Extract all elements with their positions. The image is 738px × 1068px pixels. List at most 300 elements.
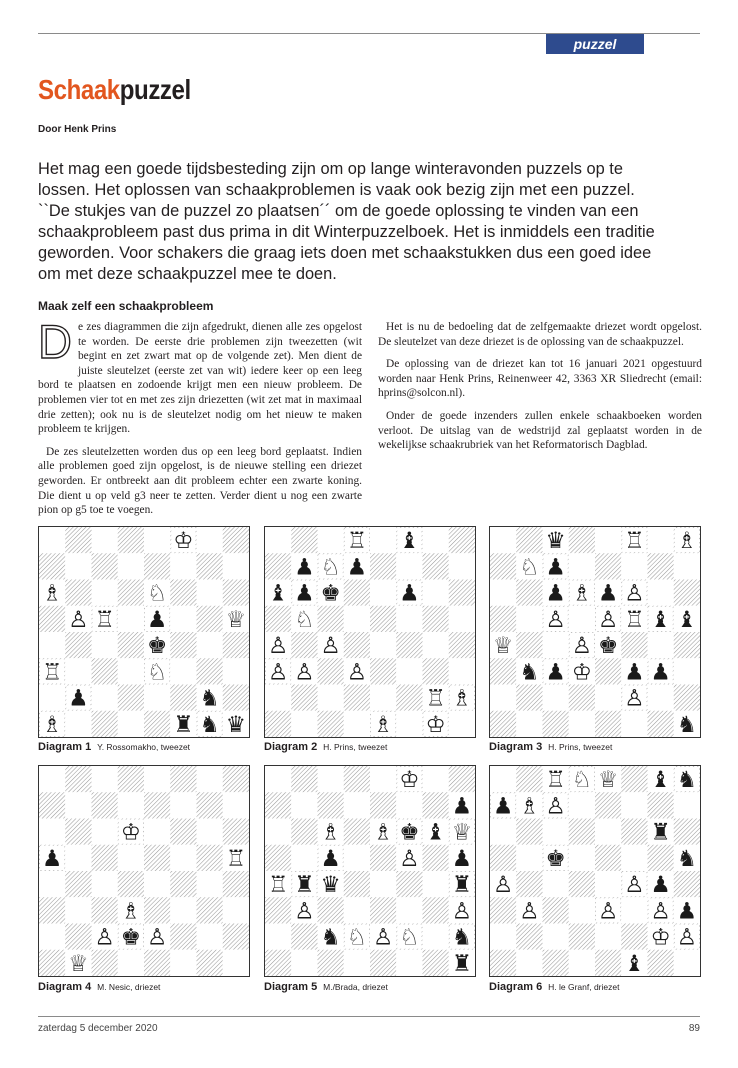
square-e3 <box>595 658 621 684</box>
square-c3 <box>92 658 118 684</box>
square-d3 <box>344 897 370 923</box>
white-pawn-b5: ♙ <box>68 606 89 633</box>
square-d2 <box>569 924 595 950</box>
square-d3 <box>118 658 144 684</box>
square-h8 <box>223 527 249 553</box>
white-pawn-c7: ♙ <box>545 793 566 820</box>
square-f7 <box>170 792 196 818</box>
square-h6 <box>449 580 475 606</box>
square-g5 <box>197 845 223 871</box>
square-h6 <box>223 580 249 606</box>
board-svg <box>39 766 249 976</box>
square-f1 <box>621 711 647 737</box>
square-c8 <box>318 766 344 792</box>
square-g8 <box>423 527 449 553</box>
square-c3 <box>92 897 118 923</box>
white-king-g1: ♔ <box>425 711 446 737</box>
white-rook-h5: ♖ <box>225 845 246 872</box>
square-d8 <box>344 766 370 792</box>
square-f3 <box>396 897 422 923</box>
square-f5 <box>396 606 422 632</box>
white-bishop-h2: ♗ <box>451 685 472 712</box>
white-pawn-a4: ♙ <box>268 633 289 659</box>
square-g7 <box>423 792 449 818</box>
square-a8 <box>490 766 516 792</box>
square-a5 <box>39 606 65 632</box>
square-d4 <box>118 871 144 897</box>
white-bishop-h8: ♗ <box>676 528 697 554</box>
square-h3 <box>223 658 249 684</box>
square-a8 <box>265 766 291 792</box>
square-b6 <box>65 580 91 606</box>
square-c5 <box>318 606 344 632</box>
square-b2 <box>291 924 317 950</box>
column-2 <box>378 320 702 461</box>
square-h4 <box>674 632 700 658</box>
square-b1 <box>516 711 542 737</box>
square-b2 <box>516 924 542 950</box>
black-pawn-f6: ♟ <box>399 580 420 607</box>
white-pawn-h2: ♙ <box>676 924 697 951</box>
square-b3 <box>65 658 91 684</box>
black-pawn-h7: ♟ <box>451 793 472 820</box>
title-part-puzzel: puzzel <box>119 74 191 105</box>
black-bishop-g6: ♝ <box>425 819 446 846</box>
square-d1 <box>344 711 370 737</box>
square-g1 <box>648 711 674 737</box>
square-d7 <box>118 553 144 579</box>
square-c2 <box>318 685 344 711</box>
square-e2 <box>595 924 621 950</box>
board-svg <box>39 527 249 737</box>
chess-board-6 <box>489 765 701 977</box>
square-d5 <box>118 845 144 871</box>
black-pawn-h3: ♟ <box>676 898 697 925</box>
square-g5 <box>197 606 223 632</box>
square-b7 <box>65 553 91 579</box>
white-bishop-e6: ♗ <box>373 819 394 846</box>
square-d7 <box>569 553 595 579</box>
white-pawn-g3: ♙ <box>650 898 671 925</box>
black-rook-f1: ♜ <box>173 711 194 737</box>
white-king-d6: ♔ <box>120 819 141 846</box>
square-a3 <box>265 897 291 923</box>
black-knight-h8: ♞ <box>676 767 697 793</box>
white-rook-g2: ♖ <box>425 685 446 712</box>
square-g7 <box>648 553 674 579</box>
square-d4 <box>344 871 370 897</box>
square-f3 <box>621 897 647 923</box>
square-g2 <box>648 685 674 711</box>
square-h3 <box>449 658 475 684</box>
square-f4 <box>396 871 422 897</box>
white-queen-h5: ♕ <box>225 606 246 633</box>
black-knight-g1: ♞ <box>199 711 220 737</box>
black-rook-h1: ♜ <box>451 950 472 976</box>
black-pawn-c3: ♟ <box>545 659 566 686</box>
diagram-source: M./Brada, driezet <box>323 982 388 992</box>
square-f7 <box>396 553 422 579</box>
black-pawn-b6: ♟ <box>294 580 315 607</box>
column-1 <box>38 315 362 526</box>
square-b8 <box>65 766 91 792</box>
square-a8 <box>265 527 291 553</box>
black-bishop-f1: ♝ <box>624 950 645 976</box>
square-f3 <box>396 658 422 684</box>
square-a2 <box>490 924 516 950</box>
square-b5 <box>291 845 317 871</box>
square-h7 <box>223 792 249 818</box>
square-c2 <box>543 924 569 950</box>
square-a5 <box>265 845 291 871</box>
square-c6 <box>92 819 118 845</box>
square-d3 <box>569 897 595 923</box>
white-pawn-d4: ♙ <box>571 633 592 659</box>
square-f3 <box>170 658 196 684</box>
footer-date: zaterdag 5 december 2020 <box>38 1023 158 1034</box>
square-h4 <box>674 871 700 897</box>
white-rook-a4: ♖ <box>268 872 289 898</box>
black-pawn-g3: ♟ <box>650 659 671 686</box>
square-a3 <box>39 897 65 923</box>
square-h4 <box>223 632 249 658</box>
diagram-label: Diagram 1 <box>38 741 92 753</box>
square-f7 <box>170 553 196 579</box>
square-f2 <box>621 924 647 950</box>
square-f6 <box>170 819 196 845</box>
white-pawn-h3: ♙ <box>451 898 472 925</box>
square-g7 <box>423 553 449 579</box>
square-e4 <box>144 871 170 897</box>
black-pawn-b7: ♟ <box>294 554 315 581</box>
white-queen-e8: ♕ <box>598 767 619 793</box>
square-c1 <box>92 711 118 737</box>
diagram-label: Diagram 4 <box>38 981 92 993</box>
white-knight-e6: ♘ <box>147 580 168 607</box>
square-d5 <box>344 845 370 871</box>
square-d1 <box>118 950 144 976</box>
black-bishop-g5: ♝ <box>650 606 671 633</box>
square-e1 <box>144 711 170 737</box>
square-b8 <box>65 527 91 553</box>
square-f5 <box>170 845 196 871</box>
white-king-f8: ♔ <box>173 528 194 554</box>
square-h8 <box>223 766 249 792</box>
white-bishop-b7: ♗ <box>519 793 540 820</box>
intro-text: Het mag een goede tijdsbesteding zijn om op lange winteravonden puzzels op te lossen. Het oplossen van schaakproblemen is vaak ook bezig zijn met een puzzel. ``De stukjes van de puzzel zo plaatsen´´ om de goede oplossing te vinden van een schaakprobleem past dus prima in dit Winterpuzzelboek. Het is inmiddels een traditie geworden. Voor schakers die graag iets doen met schaakstukken dus een goed idee om met deze schaakpuzzel mee te doen. <box>38 160 655 283</box>
byline: Door Henk Prins <box>38 124 117 135</box>
diagram-source: Y. Rossomakho, tweezet <box>97 742 191 752</box>
white-pawn-e2: ♙ <box>373 924 394 951</box>
square-e6 <box>370 580 396 606</box>
square-e5 <box>144 845 170 871</box>
subheading: Maak zelf een schaakprobleem <box>38 299 214 313</box>
square-f4 <box>621 632 647 658</box>
black-queen-c8: ♛ <box>545 528 566 554</box>
square-d1 <box>569 711 595 737</box>
square-a2 <box>39 924 65 950</box>
black-pawn-c6: ♟ <box>545 580 566 607</box>
square-g3 <box>197 897 223 923</box>
white-bishop-d3: ♗ <box>120 898 141 925</box>
square-b8 <box>291 766 317 792</box>
diagram-source: H. Prins, tweezet <box>323 742 388 752</box>
square-c7 <box>92 553 118 579</box>
black-pawn-c5: ♟ <box>320 845 341 872</box>
square-e1 <box>595 711 621 737</box>
square-h2 <box>674 685 700 711</box>
white-pawn-e3: ♙ <box>598 898 619 925</box>
square-e7 <box>370 792 396 818</box>
square-d7 <box>118 792 144 818</box>
square-a5 <box>265 606 291 632</box>
square-h7 <box>449 553 475 579</box>
square-e7 <box>144 553 170 579</box>
square-d8 <box>118 527 144 553</box>
black-knight-c2: ♞ <box>320 924 341 951</box>
square-h6 <box>674 819 700 845</box>
square-f2 <box>170 924 196 950</box>
square-d6 <box>344 580 370 606</box>
square-f7 <box>621 553 647 579</box>
white-queen-b1: ♕ <box>68 950 89 976</box>
square-b5 <box>516 606 542 632</box>
square-d1 <box>569 950 595 976</box>
white-knight-c7: ♘ <box>320 554 341 581</box>
square-e1 <box>370 950 396 976</box>
square-c3 <box>318 658 344 684</box>
square-g3 <box>423 658 449 684</box>
square-a3 <box>490 897 516 923</box>
square-b4 <box>65 871 91 897</box>
square-a3 <box>490 658 516 684</box>
square-a2 <box>39 685 65 711</box>
square-c7 <box>318 792 344 818</box>
square-a7 <box>265 792 291 818</box>
square-h6 <box>674 580 700 606</box>
square-h2 <box>223 685 249 711</box>
square-a1 <box>265 950 291 976</box>
square-e8 <box>144 527 170 553</box>
section-tab: puzzel <box>546 34 644 54</box>
square-a4 <box>39 871 65 897</box>
square-d4 <box>344 632 370 658</box>
square-h1 <box>674 950 700 976</box>
square-c2 <box>543 685 569 711</box>
square-d6 <box>118 580 144 606</box>
square-e6 <box>595 819 621 845</box>
square-h8 <box>449 527 475 553</box>
white-pawn-b3: ♙ <box>294 659 315 686</box>
square-c2 <box>92 685 118 711</box>
square-e8 <box>595 527 621 553</box>
square-e8 <box>370 527 396 553</box>
square-b7 <box>65 792 91 818</box>
white-pawn-f4: ♙ <box>624 872 645 898</box>
square-c4 <box>543 871 569 897</box>
white-pawn-f5: ♙ <box>399 845 420 872</box>
square-e5 <box>370 845 396 871</box>
black-king-c6: ♚ <box>320 580 341 607</box>
square-e1 <box>595 950 621 976</box>
diagram-caption-6 <box>489 981 619 993</box>
square-f1 <box>396 711 422 737</box>
white-knight-e3: ♘ <box>147 659 168 686</box>
white-knight-d2: ♘ <box>346 924 367 951</box>
black-pawn-d7: ♟ <box>346 554 367 581</box>
square-a2 <box>265 685 291 711</box>
square-d5 <box>569 606 595 632</box>
square-g8 <box>197 527 223 553</box>
square-a7 <box>490 553 516 579</box>
square-c3 <box>543 897 569 923</box>
square-b7 <box>291 792 317 818</box>
square-e8 <box>144 766 170 792</box>
square-a8 <box>39 766 65 792</box>
black-pawn-e5: ♟ <box>147 606 168 633</box>
diagram-label: Diagram 3 <box>489 741 543 753</box>
black-pawn-c7: ♟ <box>545 554 566 581</box>
square-c8 <box>318 527 344 553</box>
white-bishop-e1: ♗ <box>373 711 394 737</box>
square-b5 <box>516 845 542 871</box>
diagram-caption-3 <box>489 741 612 753</box>
white-king-g2: ♔ <box>650 924 671 951</box>
white-rook-d8: ♖ <box>346 528 367 554</box>
square-b4 <box>516 871 542 897</box>
square-h7 <box>674 553 700 579</box>
diagram-label: Diagram 2 <box>264 741 318 753</box>
diagram-label: Diagram 5 <box>264 981 318 993</box>
board-svg <box>490 766 700 976</box>
black-pawn-a5: ♟ <box>42 845 63 872</box>
square-h4 <box>223 871 249 897</box>
white-knight-d8: ♘ <box>571 767 592 793</box>
square-g6 <box>648 580 674 606</box>
square-e7 <box>595 792 621 818</box>
black-pawn-f3: ♟ <box>624 659 645 686</box>
white-king-d3: ♔ <box>571 659 592 686</box>
diagram-source: H. Prins, tweezet <box>548 742 613 752</box>
chess-board-1 <box>38 526 250 738</box>
white-king-f8: ♔ <box>399 767 420 793</box>
title-part-schaak: Schaak <box>38 74 120 105</box>
square-g2 <box>423 924 449 950</box>
square-e5 <box>370 606 396 632</box>
square-b4 <box>291 632 317 658</box>
square-b2 <box>516 685 542 711</box>
square-f1 <box>170 950 196 976</box>
square-g6 <box>197 580 223 606</box>
square-a6 <box>39 819 65 845</box>
square-b8 <box>516 527 542 553</box>
paragraph-1 <box>38 315 362 437</box>
black-pawn-e6: ♟ <box>598 580 619 607</box>
black-bishop-a6: ♝ <box>268 580 289 607</box>
square-g1 <box>197 950 223 976</box>
square-h2 <box>223 924 249 950</box>
square-b4 <box>516 632 542 658</box>
square-e2 <box>595 685 621 711</box>
square-a6 <box>490 819 516 845</box>
square-f2 <box>396 685 422 711</box>
square-b4 <box>65 632 91 658</box>
page-number: 89 <box>688 1023 700 1034</box>
white-pawn-d3: ♙ <box>346 659 367 686</box>
black-king-e4: ♚ <box>598 633 619 659</box>
square-f5 <box>170 606 196 632</box>
square-e5 <box>595 845 621 871</box>
square-g5 <box>423 845 449 871</box>
square-d6 <box>344 819 370 845</box>
square-a4 <box>39 632 65 658</box>
white-knight-f2: ♘ <box>399 924 420 951</box>
square-c3 <box>318 897 344 923</box>
white-pawn-b3: ♙ <box>519 898 540 925</box>
square-e7 <box>595 553 621 579</box>
square-b6 <box>516 580 542 606</box>
square-c7 <box>92 792 118 818</box>
black-king-d2: ♚ <box>120 924 141 951</box>
square-g2 <box>197 924 223 950</box>
square-h6 <box>223 819 249 845</box>
square-f7 <box>621 792 647 818</box>
square-a6 <box>490 580 516 606</box>
square-a1 <box>490 711 516 737</box>
square-g1 <box>648 950 674 976</box>
square-c8 <box>92 527 118 553</box>
square-a2 <box>265 924 291 950</box>
square-c1 <box>92 950 118 976</box>
square-f6 <box>621 819 647 845</box>
square-b6 <box>65 819 91 845</box>
white-bishop-a6: ♗ <box>42 580 63 607</box>
paragraph-1-text: e zes diagrammen die zijn afgedrukt, dienen alle zes opgelost te worden. De eerste drie problemen zijn tweezetten (wit begint en zet zwart mat op de volgende zet). Men dient de juiste sleutelzet (eerste zet van wit) iedere keer op een leeg bord te plaatsen en zodoende krijgt men een nieuw probleem. De problemen vier tot en met zes zijn driezetten (wit zet mat in maximaal drie zetten); ook nu is de sleutelzet nodig om het nieuw te maken probleem te krijgen. <box>38 321 362 436</box>
white-pawn-c4: ♙ <box>320 633 341 659</box>
square-b1 <box>291 711 317 737</box>
square-e2 <box>370 685 396 711</box>
square-f4 <box>170 632 196 658</box>
square-h3 <box>223 897 249 923</box>
black-king-e4: ♚ <box>147 633 168 659</box>
black-bishop-h5: ♝ <box>676 606 697 633</box>
chess-board-2 <box>264 526 476 738</box>
black-knight-b3: ♞ <box>519 659 540 686</box>
white-knight-b5: ♘ <box>294 606 315 633</box>
square-a1 <box>265 711 291 737</box>
square-a5 <box>490 845 516 871</box>
square-b6 <box>291 819 317 845</box>
square-f4 <box>170 871 196 897</box>
square-g4 <box>197 871 223 897</box>
white-rook-c5: ♖ <box>94 606 115 633</box>
black-knight-g2: ♞ <box>199 685 220 712</box>
square-h1 <box>223 950 249 976</box>
square-g5 <box>423 606 449 632</box>
square-f8 <box>170 766 196 792</box>
square-a2 <box>490 685 516 711</box>
square-e7 <box>370 553 396 579</box>
black-bishop-g8: ♝ <box>650 767 671 793</box>
square-c8 <box>92 766 118 792</box>
square-c1 <box>543 950 569 976</box>
diagram-caption-2 <box>264 741 387 753</box>
white-rook-f5: ♖ <box>624 606 645 633</box>
square-g3 <box>423 897 449 923</box>
white-queen-a4: ♕ <box>493 633 514 659</box>
square-d8 <box>569 527 595 553</box>
white-pawn-a4: ♙ <box>493 872 514 898</box>
